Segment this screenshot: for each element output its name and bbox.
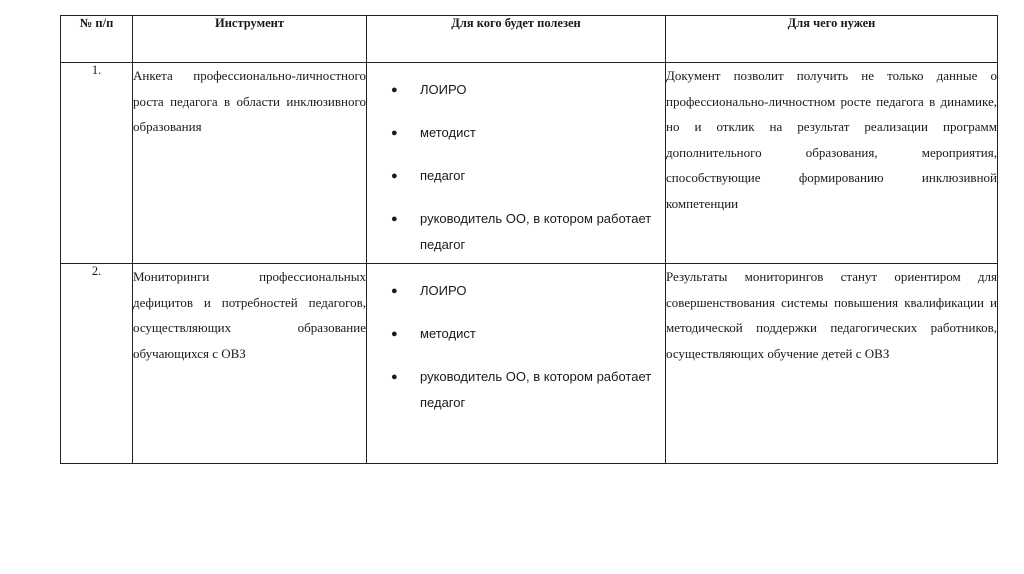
list-item bbox=[391, 163, 657, 189]
list-item bbox=[391, 321, 657, 347]
purpose-cell: Результаты мониторингов станут ориентиром для совершенствования системы повышения квалификации и методической поддержки педагогических работников, осуществляющих обучение детей с ОВЗ bbox=[666, 264, 998, 464]
list-item-label: методист bbox=[420, 326, 476, 341]
bullet-icon: ● bbox=[391, 170, 398, 182]
list-item bbox=[391, 120, 657, 146]
table-row bbox=[61, 264, 998, 464]
audience-cell bbox=[367, 264, 666, 464]
row-number: 2. bbox=[61, 264, 133, 464]
list-item bbox=[391, 364, 657, 416]
bullet-icon: ● bbox=[391, 84, 398, 96]
list-item-label: руководитель ОО, в котором работает педагог bbox=[420, 369, 652, 410]
bullet-icon: ● bbox=[391, 127, 398, 139]
tool-cell: Анкета профессионально-личностного роста педагога в области инклюзивного образования bbox=[133, 63, 367, 264]
list-item-label: методист bbox=[420, 125, 476, 140]
bullet-icon: ● bbox=[391, 285, 398, 297]
header-who: Для кого будет полезен bbox=[367, 16, 666, 63]
list-item-label: ЛОИРО bbox=[420, 283, 467, 298]
table-header-row bbox=[61, 16, 998, 63]
bullet-icon: ● bbox=[391, 328, 398, 340]
header-num: № п/п bbox=[61, 16, 133, 63]
list-item bbox=[391, 206, 657, 258]
table-row bbox=[61, 63, 998, 264]
row-number: 1. bbox=[61, 63, 133, 264]
header-purpose: Для чего нужен bbox=[666, 16, 998, 63]
purpose-cell: Документ позволит получить не только данные о профессионально-личностном росте педагога в динамике, но и отклик на результат реализации программ дополнительного образования, мероприятия, способствующие формированию инклюзивной компетенции bbox=[666, 63, 998, 264]
list-item bbox=[391, 278, 657, 304]
list-item-label: ЛОИРО bbox=[420, 82, 467, 97]
audience-cell bbox=[367, 63, 666, 264]
audience-list bbox=[367, 63, 665, 258]
bullet-icon: ● bbox=[391, 213, 398, 225]
tool-cell: Мониторинги профессиональных дефицитов и потребностей педагогов, осуществляющих образование обучающихся с ОВЗ bbox=[133, 264, 367, 464]
audience-list bbox=[367, 264, 665, 416]
tools-table bbox=[60, 15, 998, 464]
list-item-label: руководитель ОО, в котором работает педагог bbox=[420, 211, 652, 252]
header-tool: Инструмент bbox=[133, 16, 367, 63]
list-item bbox=[391, 77, 657, 103]
bullet-icon: ● bbox=[391, 371, 398, 383]
list-item-label: педагог bbox=[420, 168, 466, 183]
